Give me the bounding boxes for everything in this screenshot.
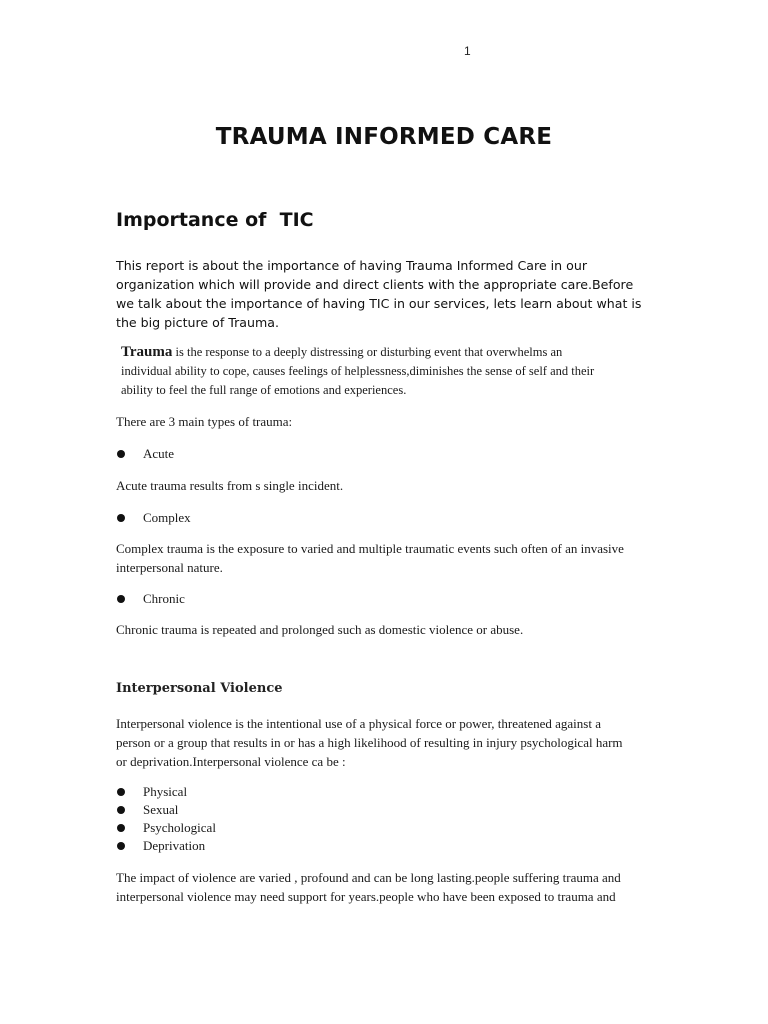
bullet-icon bbox=[117, 824, 125, 832]
paragraph-line: Interpersonal violence is the intentional use of a physical force or power, threatened against a bbox=[116, 716, 601, 731]
trauma-type-description: Chronic trauma is repeated and prolonged such as domestic violence or abuse. bbox=[116, 622, 524, 637]
bullet-icon bbox=[117, 788, 125, 796]
intro-paragraph bbox=[116, 256, 656, 332]
interpersonal-paragraph bbox=[116, 714, 656, 771]
paragraph-line: interpersonal violence may need support for years.people who have been exposed to trauma and bbox=[116, 889, 616, 904]
bullet-icon bbox=[117, 450, 125, 458]
intro-line: organization which will provide and direct clients with the appropriate care.Before bbox=[116, 277, 634, 292]
types-intro: There are 3 main types of trauma: bbox=[116, 414, 293, 429]
list-item bbox=[116, 589, 185, 608]
description-line: Complex trauma is the exposure to varied and multiple traumatic events such often of an invasive bbox=[116, 541, 624, 556]
bullet-icon bbox=[117, 842, 125, 850]
section-heading: Importance of TIC bbox=[116, 209, 314, 231]
description-line: interpersonal nature. bbox=[116, 560, 223, 575]
paragraph-line: The impact of violence are varied , profound and can be long lasting.people suffering trauma and bbox=[116, 870, 621, 885]
violence-form: Deprivation bbox=[143, 838, 206, 853]
paragraph-line: person or a group that results in or has a high likelihood of resulting in injury psychological harm bbox=[116, 735, 623, 750]
page-number: 1 bbox=[464, 44, 471, 58]
trauma-type-label: Complex bbox=[143, 510, 191, 525]
intro-line: the big picture of Trauma. bbox=[116, 315, 279, 330]
violence-form: Psychological bbox=[143, 820, 216, 835]
intro-line: This report is about the importance of having Trauma Informed Care in our bbox=[116, 258, 588, 273]
document-title: TRAUMA INFORMED CARE bbox=[215, 124, 553, 150]
list-item bbox=[116, 836, 205, 855]
trauma-type-description: Acute trauma results from s single incident. bbox=[116, 478, 344, 493]
list-item bbox=[116, 782, 187, 801]
paragraph-line: or deprivation.Interpersonal violence ca be : bbox=[116, 754, 346, 769]
intro-line: we talk about the importance of having TIC in our services, lets learn about what is bbox=[116, 296, 642, 311]
definition-text: ability to feel the full range of emotions and experiences. bbox=[121, 383, 407, 397]
definition-text: individual ability to cope, causes feelings of helplessness,diminishes the sense of self and their bbox=[121, 364, 595, 378]
trauma-type-label: Acute bbox=[143, 446, 175, 461]
definition-text: is the response to a deeply distressing or disturbing event that overwhelms an bbox=[172, 345, 563, 359]
violence-form: Sexual bbox=[143, 802, 179, 817]
list-item bbox=[116, 508, 191, 527]
list-item bbox=[116, 818, 216, 837]
list-item bbox=[116, 800, 178, 819]
bullet-icon bbox=[117, 514, 125, 522]
violence-form: Physical bbox=[143, 784, 188, 799]
impact-paragraph bbox=[116, 868, 656, 906]
list-item bbox=[116, 444, 174, 463]
bullet-icon bbox=[117, 595, 125, 603]
trauma-type-label: Chronic bbox=[143, 591, 185, 606]
bullet-icon bbox=[117, 806, 125, 814]
subsection-heading: Interpersonal Violence bbox=[116, 681, 283, 696]
trauma-type-description bbox=[116, 539, 656, 577]
definition-term: Trauma bbox=[121, 344, 173, 360]
trauma-definition bbox=[121, 343, 641, 400]
